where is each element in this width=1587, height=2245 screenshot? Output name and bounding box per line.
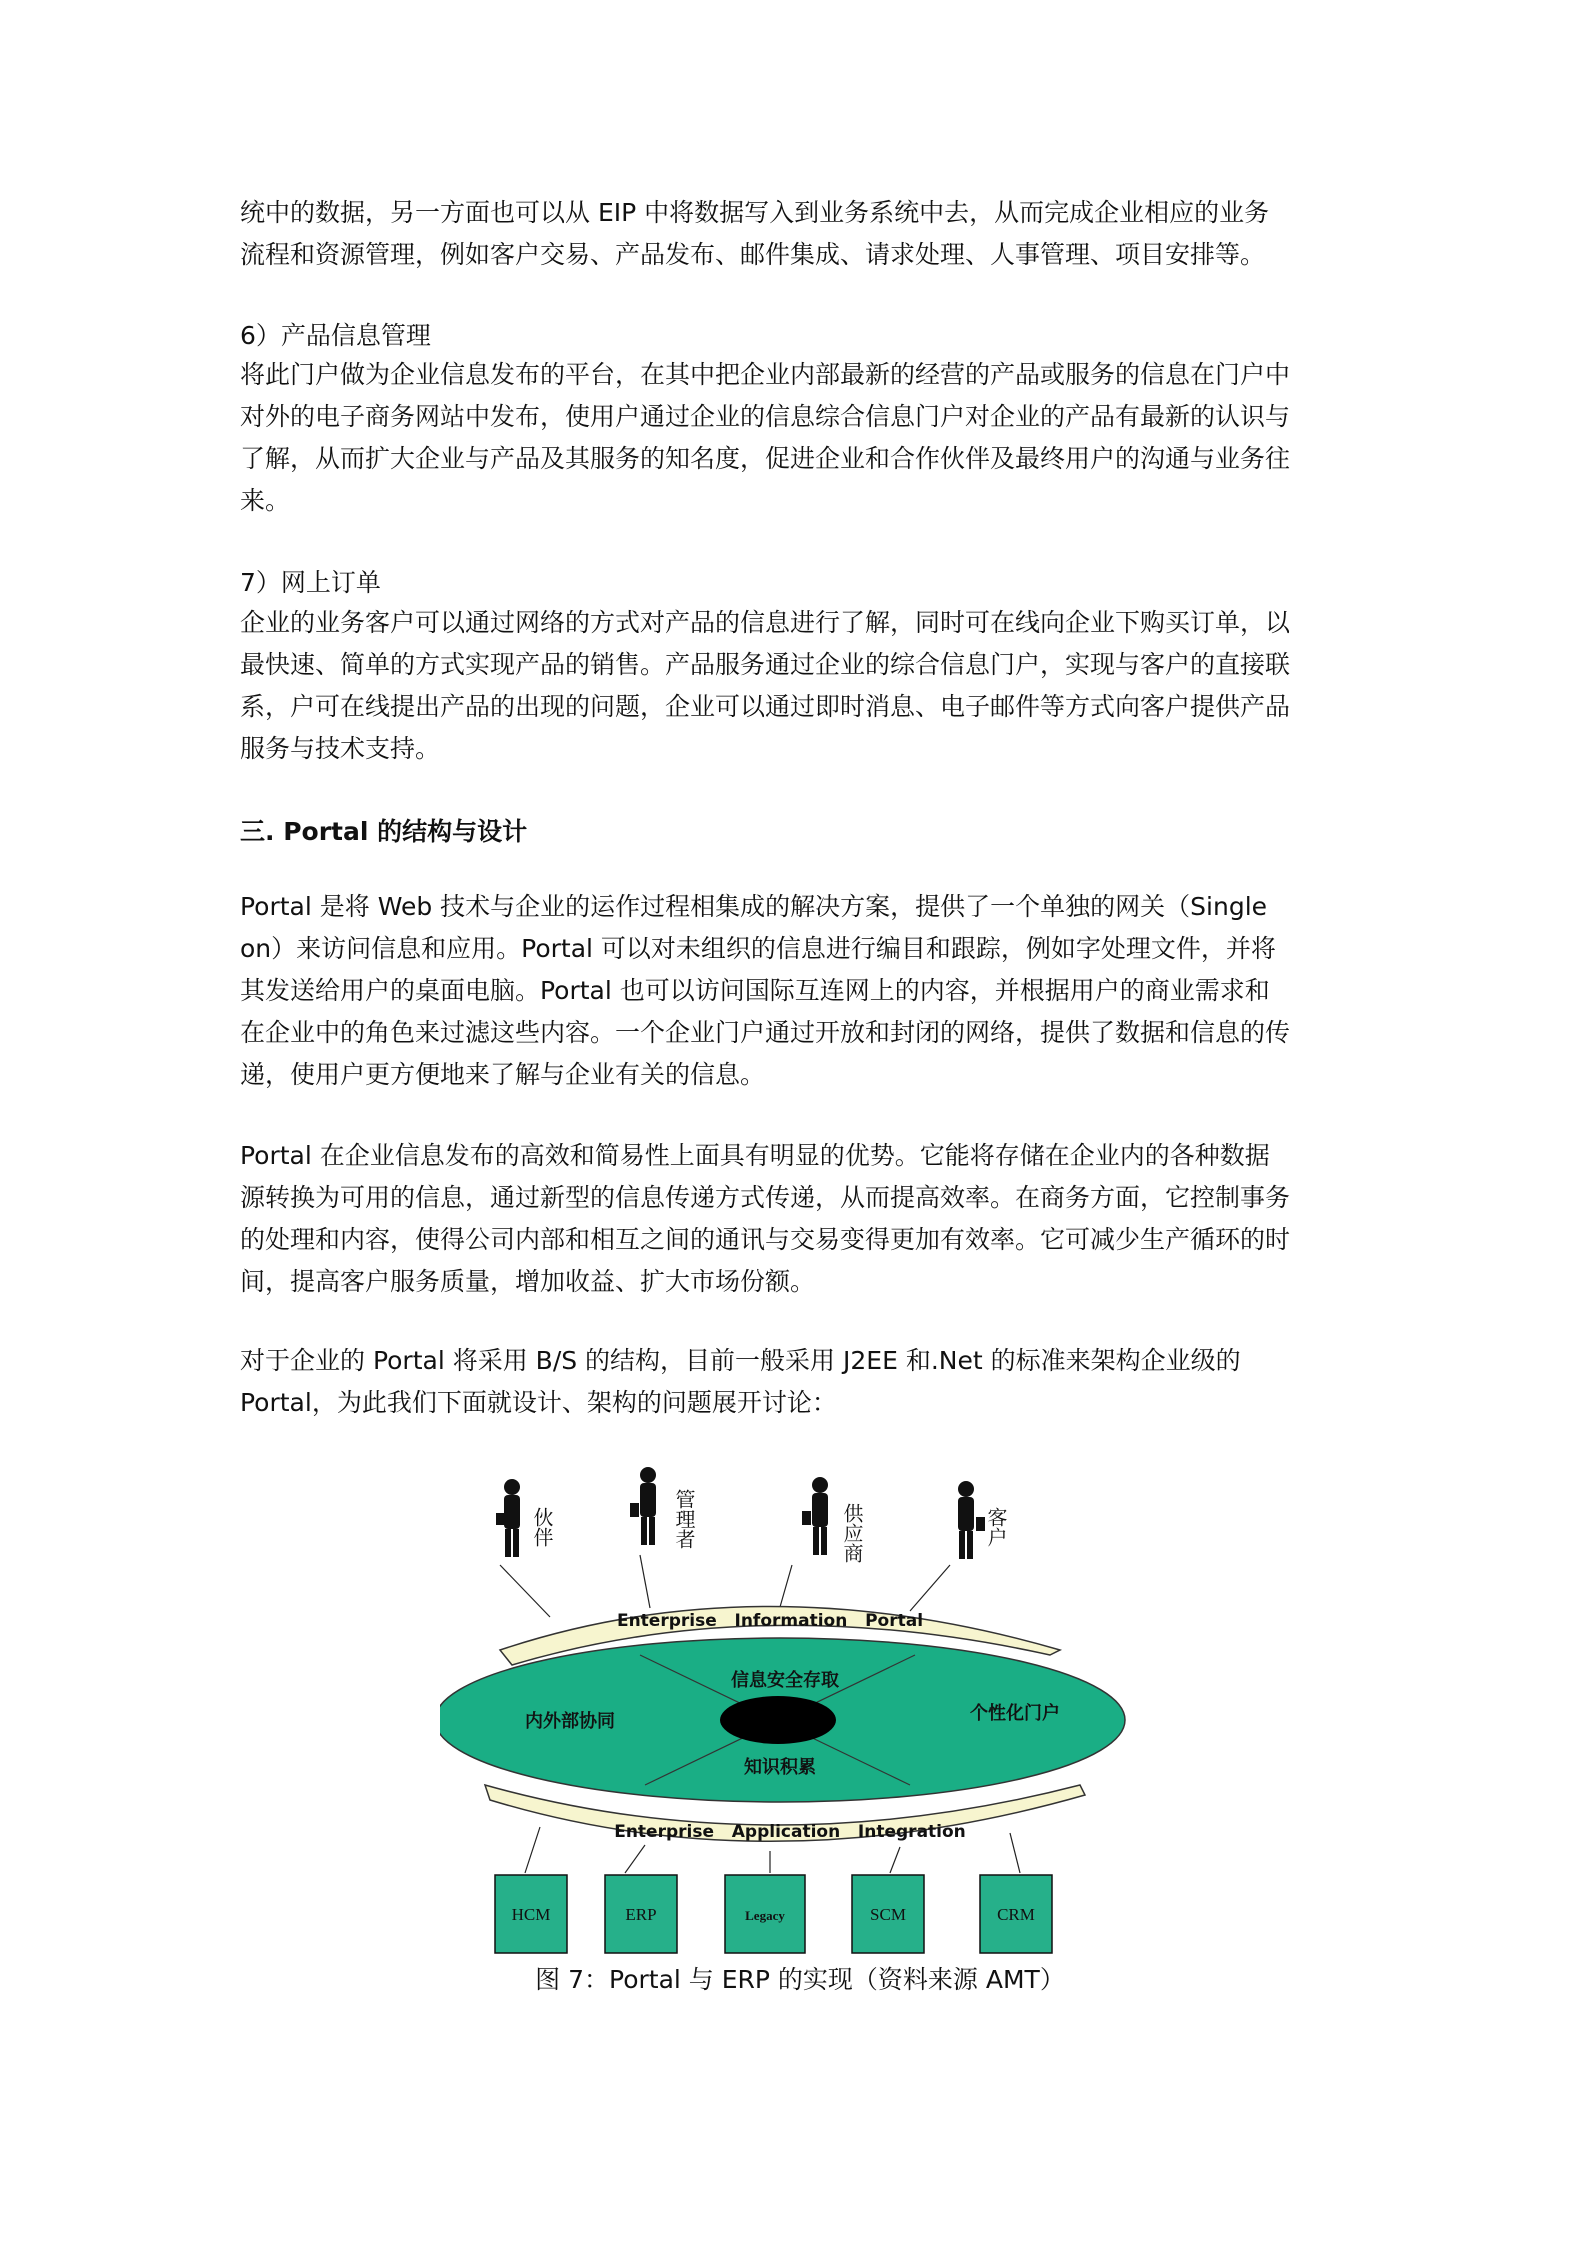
section3-paragraph-3 (240, 1340, 1360, 1424)
system-box-legacy (725, 1875, 805, 1953)
system-label: CRM (997, 1905, 1035, 1924)
text-line: 企业的业务客户可以通过网络的方式对产品的信息进行了解，同时可在线向企业下购买订单，以 (240, 608, 1291, 637)
system-box-scm (852, 1875, 924, 1953)
system-label: Legacy (745, 1908, 785, 1923)
text-line: 最快速、简单的方式实现产品的销售。产品服务通过企业的综合信息门户，实现与客户的直接联 (240, 650, 1291, 679)
item7-paragraph (240, 602, 1360, 770)
text-line: on）来访问信息和应用。Portal 可以对未组织的信息进行编目和跟踪，例如字处理文件，并将 (240, 934, 1276, 963)
text-line: 系，户可在线提出产品的出现的问题，企业可以通过即时消息、电子邮件等方式向客户提供产品 (240, 692, 1291, 721)
center-right-label: 个性化门户 (970, 1703, 1060, 1724)
text-line: 将此门户做为企业信息发布的平台，在其中把企业内部最新的经营的产品或服务的信息在门户中 (240, 360, 1291, 389)
text-line: 间，提高客户服务质量，增加收益、扩大市场份额。 (240, 1267, 816, 1296)
user-supplier (802, 1477, 864, 1563)
system-label: HCM (511, 1905, 551, 1924)
user-label: 客户 (984, 1507, 1008, 1547)
system-label: SCM (870, 1905, 906, 1924)
person-icon (958, 1481, 985, 1559)
text-line: 其发送给用户的桌面电脑。Portal 也可以访问国际互连网上的内容，并根据用户的商业需求和 (240, 976, 1270, 1005)
person-icon (630, 1467, 656, 1545)
user-customer (958, 1481, 1008, 1559)
text-line: 源转换为可用的信息，通过新型的信息传递方式传递，从而提高效率。在商务方面，它控制事务 (240, 1183, 1291, 1212)
center-left-label: 内外部协同 (525, 1711, 615, 1732)
center-top-label: 信息安全存取 (731, 1670, 839, 1691)
text-line: 对外的电子商务网站中发布，使用户通过企业的信息综合信息门户对企业的产品有最新的认识与 (240, 402, 1291, 431)
user-label: 管理者 (672, 1489, 696, 1549)
text-line: 了解，从而扩大企业与产品及其服务的知名度，促进企业和合作伙伴及最终用户的沟通与业务往 (240, 444, 1291, 473)
text-line: 来。 (240, 486, 291, 515)
system-box-crm (980, 1875, 1052, 1953)
text-line: 在企业中的角色来过滤这些内容。一个企业门户通过开放和封闭的网络，提供了数据和信息的传 (240, 1018, 1291, 1047)
text-line: 对于企业的 Portal 将采用 B/S 的结构，目前一般采用 J2EE 和.Net 的标准来架构企业级的 (240, 1346, 1241, 1375)
system-label: ERP (625, 1905, 657, 1924)
text-line: 流程和资源管理，例如客户交易、产品发布、邮件集成、请求处理、人事管理、项目安排等。 (240, 240, 1266, 269)
eai-label: Enterprise Application Integration (614, 1822, 966, 1842)
text-line: 递，使用户更方便地来了解与企业有关的信息。 (240, 1060, 766, 1089)
text-line: 的处理和内容，使得公司内部和相互之间的通讯与交易变得更加有效率。它可减少生产循环的时 (240, 1225, 1291, 1254)
section5-tail-paragraph (240, 192, 1360, 276)
person-icon (496, 1479, 520, 1557)
portal-architecture-diagram (440, 1455, 1160, 1955)
figure-caption: 图 7：Portal 与 ERP 的实现（资料来源 AMT） (535, 1965, 1065, 1994)
person-icon (802, 1477, 828, 1555)
user-manager (630, 1467, 696, 1549)
system-box-erp (605, 1875, 677, 1953)
text-line: Portal，为此我们下面就设计、架构的问题展开讨论： (240, 1388, 837, 1417)
core-hub (720, 1696, 836, 1744)
text-line: 服务与技术支持。 (240, 734, 441, 763)
user-label: 伙伴 (530, 1507, 554, 1547)
user-partner (496, 1479, 554, 1557)
center-bottom-label: 知识积累 (744, 1757, 816, 1778)
section3-heading: 三. Portal 的结构与设计 (240, 817, 528, 846)
user-label: 供应商 (840, 1503, 864, 1563)
item7-title: 7）网上订单 (240, 568, 381, 597)
text-line: 统中的数据，另一方面也可以从 EIP 中将数据写入到业务系统中去，从而完成企业相应的业务 (240, 198, 1270, 227)
item6-paragraph (240, 354, 1360, 522)
section3-paragraph-2 (240, 1135, 1360, 1303)
text-line: Portal 是将 Web 技术与企业的运作过程相集成的解决方案，提供了一个单独的网关（Single (240, 892, 1268, 921)
text-line: Portal 在企业信息发布的高效和简易性上面具有明显的优势。它能将存储在企业内的各种数据 (240, 1141, 1270, 1170)
item6-title: 6）产品信息管理 (240, 321, 431, 350)
system-box-hcm (495, 1875, 567, 1953)
section3-paragraph-1 (240, 886, 1360, 1096)
eip-label: Enterprise Information Portal (616, 1611, 924, 1631)
